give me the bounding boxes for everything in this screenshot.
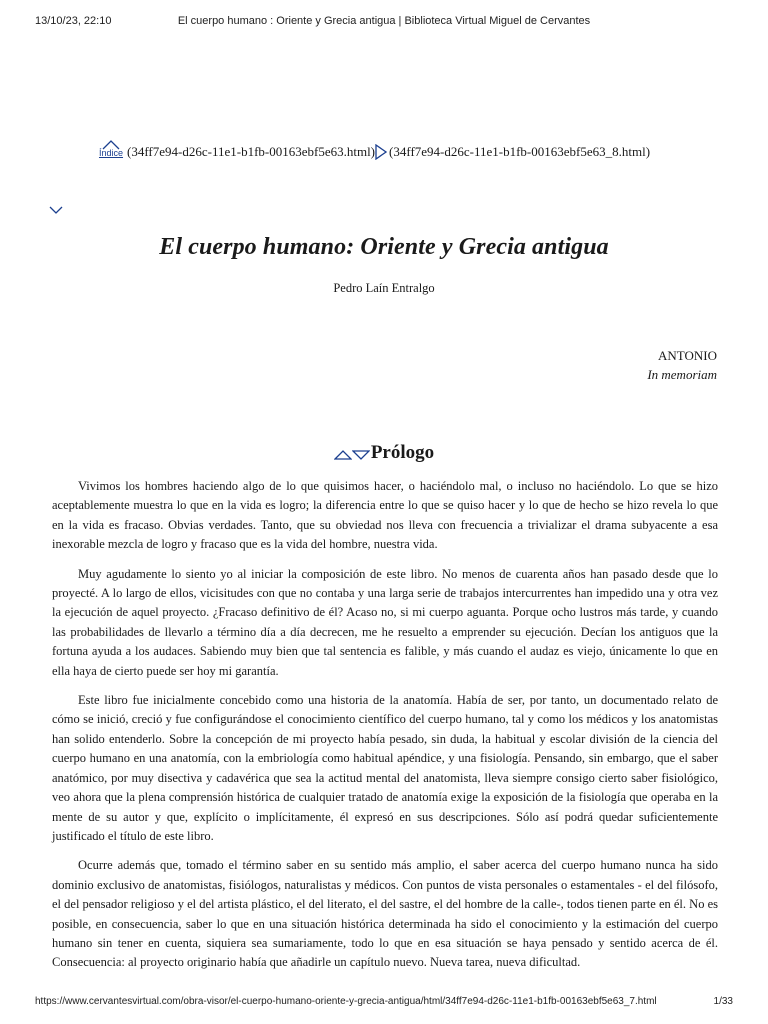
- paragraph: Muy agudamente lo siento yo al iniciar la composición de este libro. No menos de cuarenta años han pasado desde que lo proyecté. A lo largo de ellos, vicisitudes con que no contaba y una larga serie de trabajos intercurrentes han impedido una y otra vez la ejecución de aquel proyecto. ¿Fracaso definitivo de él? Acaso no, si mi cuerpo aguanta. Porque ocho lustros más tarde, y cuando las probabilidades de llevarlo a término día a día decrecen, me he resuelto a emprender su ejecución. Decían los antiguos que la fortuna ayuda a los audaces. Sabiendo muy bien que tal sentencia es falible, y más cuando el audaz es viejo, únicamente lo que en ella haya de cierto puede ser hoy mi garantía.: [52, 566, 718, 678]
- section-nav-arrows: [334, 450, 370, 460]
- book-author: Pedro Laín Entralgo: [333, 281, 435, 295]
- prologue-body: [52, 477, 718, 983]
- up-triangle-icon[interactable]: [334, 450, 352, 460]
- dedication-name: ANTONIO: [658, 348, 717, 363]
- down-chevron-icon[interactable]: [49, 206, 63, 215]
- dedication: [647, 346, 717, 384]
- section-heading: Prólogo: [370, 442, 435, 463]
- next-link-href[interactable]: (34ff7e94-d26c-11e1-b1fb-00163ebf5e63_8.html): [389, 144, 651, 159]
- page-indicator: 1/33: [713, 996, 733, 1007]
- print-timestamp: 13/10/23, 22:10: [35, 15, 112, 27]
- indice-label: Índice: [98, 148, 124, 158]
- section-header: [0, 442, 768, 464]
- right-triangle-icon[interactable]: [375, 144, 387, 160]
- paragraph: Vivimos los hombres haciendo algo de lo que quisimos hacer, o haciéndolo mal, o incluso no haciéndolo. Lo que se hizo aceptablemente muestra lo que en la vida es logro; la diferencia entre lo que se quiso hacer y lo que de hecho se hizo revela lo que en la vida es fracaso. Obvias verdades. Tanto, que su obviedad nos lleva con frecuencia a trivializar el drama subyacente a esa inexorable mezcla de logro y fracaso que es la vida del hombre, nuestra vida.: [52, 479, 718, 552]
- paragraph: Este libro fue inicialmente concebido como una historia de la anatomía. Había de ser, por tanto, un documentado relato de cómo se inició, creció y fue configurándose el conocimiento científico del cuerpo humano, tal y como los médicos y los anatomistas han solido entenderlo. Sobre la concepción de mi proyecto había pesado, sin duda, la habitual y escolar división de la ciencia del cuerpo humano en una anatomía, con la embriología como habitual apéndice, y una fisiología. Pensando, sin embargo, que el saber anatómico, por muy disectiva y cadavérica que sea la actitud mental del anatomista, lleva siempre consigo cierto saber fisiológico, veo ahora que la plena comprensión histórica de cualquier tratado de anatomía exige la exposición de la fisiología que operaba en la mente de su autor y que, explícito o implícitamente, él expresó en sus descripciones. Sólo así podrá quedar suficientemente justificado el título de este libro.: [52, 693, 718, 843]
- chapter-navigation: [95, 142, 650, 160]
- down-triangle-icon[interactable]: [352, 450, 370, 460]
- paragraph: Ocurre además que, tomado el término saber en su sentido más amplio, el saber acerca del cuerpo humano nunca ha sido dominio exclusivo de anatomistas, fisiólogos, naturalistas y médicos. Con puntos de vista personales o estamentales - el del filósofo, el del pensador religioso y el del artista plástico, el del literato, el del sastre, el del hombre de la calle-, todos tienen parte en él. No es posible, en consecuencia, saber lo que en una situación histórica determinada ha sido el conocimiento y la estimación del cuerpo humano sin tener en cuenta, siquiera sea sumariamente, todo lo que en esa situación se haya pensado y sentido acerca de él. Consecuencia: al proyecto originario había que añadirle un capítulo nuevo. Nueva tarea, nueva dificultad.: [52, 858, 718, 970]
- print-url: https://www.cervantesvirtual.com/obra-visor/el-cuerpo-humano-oriente-y-grecia-antigua/html/34ff7e94-d26c-11e1-b1fb-00163ebf5e63_7.html: [35, 996, 657, 1007]
- print-page-title: El cuerpo humano : Oriente y Grecia antigua | Biblioteca Virtual Miguel de Cervantes: [177, 15, 591, 27]
- indice-link[interactable]: [95, 140, 127, 158]
- dedication-subtitle: In memoriam: [647, 367, 717, 382]
- book-title: El cuerpo humano: Oriente y Grecia antigua: [159, 234, 609, 260]
- prev-link-href[interactable]: (34ff7e94-d26c-11e1-b1fb-00163ebf5e63.html): [127, 144, 376, 159]
